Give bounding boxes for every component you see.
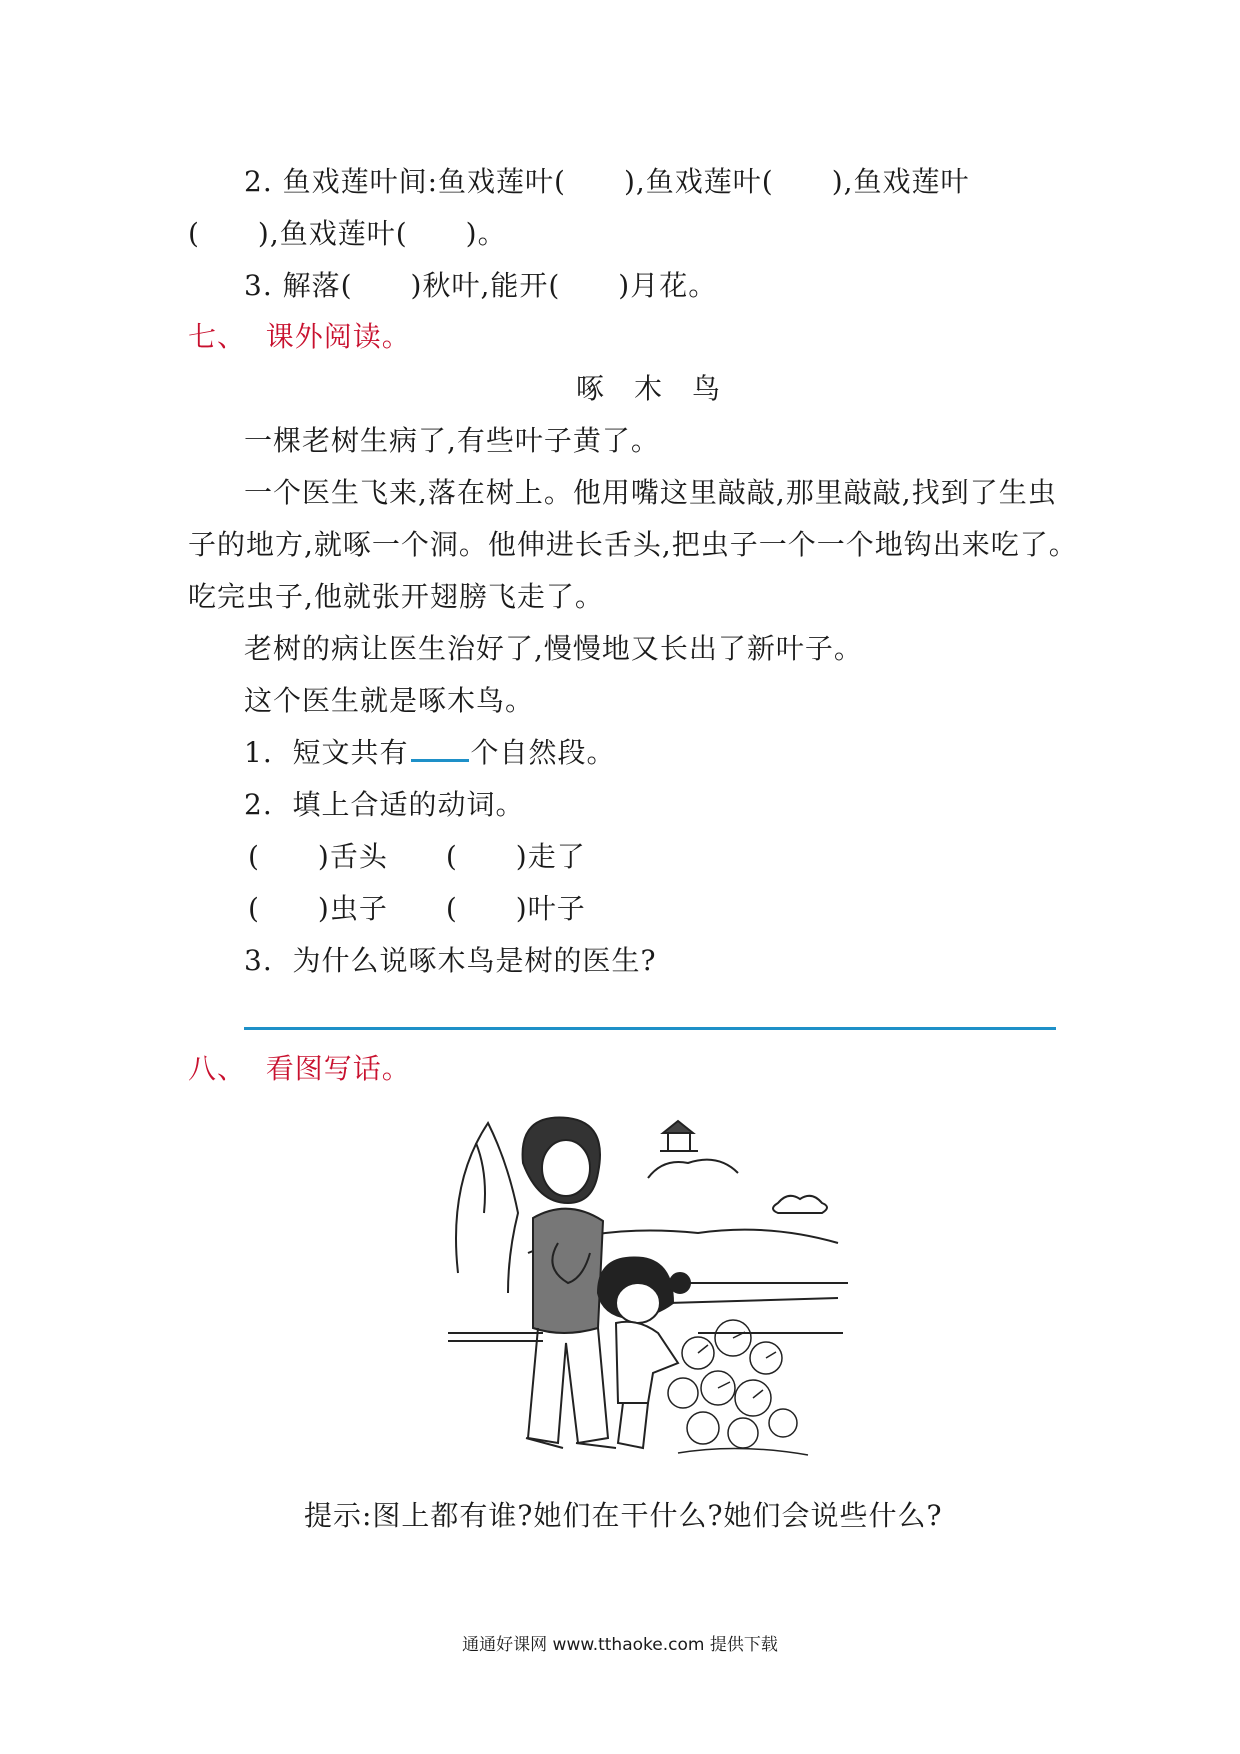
- verb-row-1: ( )舌头 ( )走了: [248, 840, 586, 873]
- question-2: 2. 填上合适的动词。: [244, 788, 525, 821]
- story-paragraph-1: 一棵老树生病了,有些叶子黄了。: [244, 424, 660, 457]
- story-paragraph-2-line3: 吃完虫子,他就张开翅膀飞走了。: [188, 580, 604, 613]
- section-8-heading: 八、 看图写话。: [188, 1052, 411, 1085]
- q6-item2-line2: ( ),鱼戏莲叶( )。: [188, 217, 507, 250]
- story-paragraph-4: 这个医生就是啄木鸟。: [244, 684, 535, 717]
- answer-line[interactable]: [244, 1027, 1056, 1030]
- section-7-heading: 七、 课外阅读。: [188, 320, 411, 353]
- story-paragraph-2-line2: 子的地方,就啄一个洞。他伸进长舌头,把虫子一个一个地钩出来吃了。: [188, 528, 1078, 561]
- story-paragraph-2-line1: 一个医生飞来,落在树上。他用嘴这里敲敲,那里敲敲,找到了生虫: [244, 476, 1057, 509]
- story-title: 啄 木 鸟: [576, 372, 722, 405]
- story-paragraph-3: 老树的病让医生治好了,慢慢地又长出了新叶子。: [244, 632, 863, 665]
- question-1: [244, 733, 616, 773]
- mother-daughter-chrysanthemum-illustration: [448, 1103, 858, 1478]
- q6-item3: 3. 解落( )秋叶,能开( )月花。: [244, 269, 718, 302]
- footer-source: 通通好课网 www.tthaoke.com 提供下载: [462, 1635, 778, 1655]
- question-3: 3. 为什么说啄木鸟是树的医生?: [244, 944, 657, 977]
- question-1-suffix: 个自然段。: [470, 736, 616, 769]
- question-1-text: 1. 短文共有: [244, 736, 409, 769]
- paragraph-count-blank[interactable]: [411, 733, 469, 762]
- writing-hint: 提示:图上都有谁?她们在干什么?她们会说些什么?: [304, 1499, 943, 1532]
- q6-item2-line1: 2. 鱼戏莲叶间:鱼戏莲叶( ),鱼戏莲叶( ),鱼戏莲叶: [244, 165, 970, 198]
- verb-row-2: ( )虫子 ( )叶子: [248, 892, 586, 925]
